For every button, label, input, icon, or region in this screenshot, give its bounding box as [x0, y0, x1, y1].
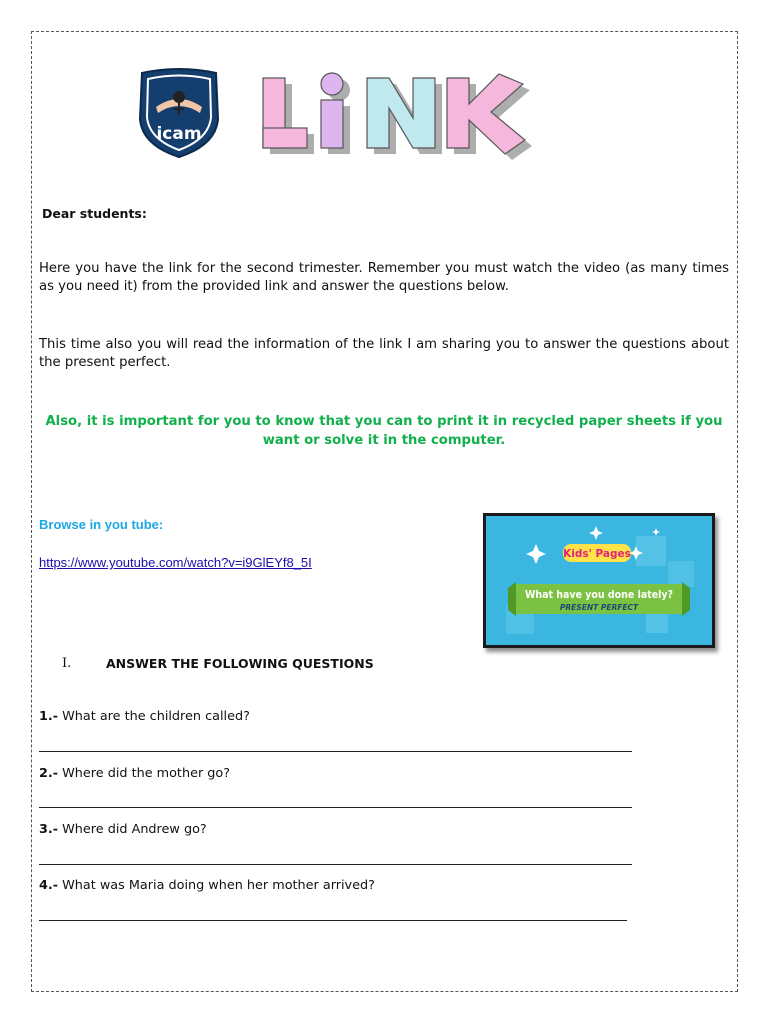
- page-border: [31, 31, 738, 992]
- question-3: [39, 822, 207, 837]
- question-text: Where did the mother go?: [58, 766, 231, 781]
- instructions-paragraph: This time also you will read the information of the link I am sharing you to answer the questions about the present perfect.: [39, 337, 729, 370]
- question-number: 2.-: [39, 766, 59, 781]
- question-text: What are the children called?: [58, 709, 250, 724]
- question-2: [39, 766, 230, 781]
- youtube-link[interactable]: https://www.youtube.com/watch?v=i9GlEYf8_5I: [39, 555, 312, 570]
- question-1: [39, 709, 250, 724]
- wordmark-letter-i: [321, 73, 343, 148]
- greeting: Dear students:: [42, 206, 147, 221]
- answer-line-3[interactable]: [39, 864, 632, 865]
- question-4: [39, 878, 375, 893]
- answer-line-2[interactable]: [39, 807, 632, 808]
- section-number: I.: [62, 656, 72, 671]
- question-text: Where did Andrew go?: [58, 822, 207, 837]
- thumbnail-brand: Kids' Pages: [563, 548, 631, 560]
- intro-paragraph: Here you have the link for the second trimester. Remember you must watch the video (as many times as you need it) from the provided link and answer the questions below.: [39, 261, 729, 294]
- wordmark-letter-l: [263, 78, 307, 148]
- logo-text: icam: [156, 124, 202, 144]
- link-wordmark: [255, 68, 540, 166]
- browse-label: Browse in you tube:: [39, 517, 164, 532]
- recycled-paper-note: Also, it is important for you to know that you can to print it in recycled paper sheets if you want or solve it in the computer.: [45, 414, 723, 448]
- section-title: ANSWER THE FOLLOWING QUESTIONS: [106, 656, 374, 671]
- wordmark-letter-n: [367, 78, 435, 148]
- wordmark-letter-k: [447, 74, 525, 154]
- question-number: 3.-: [39, 822, 59, 837]
- question-number: 1.-: [39, 709, 59, 724]
- answer-line-4[interactable]: [39, 920, 627, 921]
- thumbnail-subtitle: PRESENT PERFECT: [559, 603, 639, 612]
- thumbnail-title: What have you done lately?: [524, 589, 674, 601]
- question-text: What was Maria doing when her mother arrived?: [58, 878, 375, 893]
- question-number: 4.-: [39, 878, 59, 893]
- video-thumbnail[interactable]: [483, 513, 715, 648]
- answer-line-1[interactable]: [39, 751, 632, 752]
- school-logo: [134, 67, 224, 159]
